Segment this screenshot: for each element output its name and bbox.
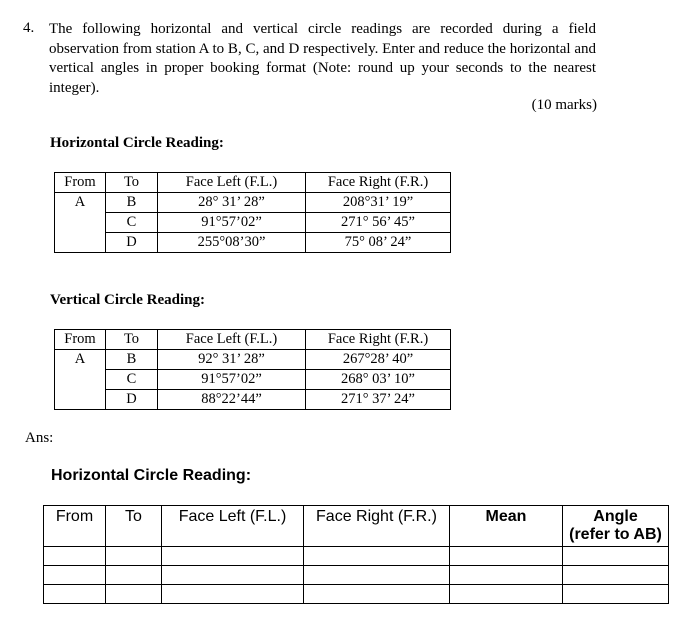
header-to: To [106,330,158,350]
empty-cell[interactable] [106,585,162,604]
cell-from [55,213,106,233]
header-from: From [55,173,106,193]
header-face-left: Face Left (F.L.) [158,330,306,350]
cell-face-right: 267°28’ 40” [306,350,451,370]
table-header-row [55,173,451,193]
table-row [55,390,451,410]
table-header-row [44,506,669,547]
empty-cell[interactable] [304,547,450,566]
table-row [55,193,451,213]
header-face-left: Face Left (F.L.) [158,173,306,193]
cell-from [55,390,106,410]
table-row [55,370,451,390]
header-face-left: Face Left (F.L.) [162,506,304,547]
empty-cell[interactable] [304,585,450,604]
table-row [55,350,451,370]
question-text: The following horizontal and vertical circle readings are recorded during a field observation from station A to B, C, and D respectively. Enter and reduce the horizontal and vertical angles in proper booking format (Note: round up your seconds to the nearest integer). [49,21,596,96]
cell-face-right: 208°31’ 19” [306,193,451,213]
cell-to: D [106,233,158,253]
cell-face-left: 91°57’02” [158,213,306,233]
empty-cell[interactable] [450,566,563,585]
header-to: To [106,506,162,547]
header-from: From [55,330,106,350]
cell-from: A [55,193,106,213]
cell-face-left: 91°57’02” [158,370,306,390]
empty-cell[interactable] [304,566,450,585]
cell-from [55,370,106,390]
cell-face-right: 271° 56’ 45” [306,213,451,233]
empty-cell[interactable] [44,547,106,566]
table-row [55,233,451,253]
cell-from [55,233,106,253]
vertical-section-title: Vertical Circle Reading: [50,292,205,308]
cell-face-left: 255°08’30” [158,233,306,253]
empty-cell[interactable] [563,566,669,585]
table-header-row [55,330,451,350]
empty-cell[interactable] [106,566,162,585]
cell-face-left: 88°22’44” [158,390,306,410]
header-to: To [106,173,158,193]
empty-cell[interactable] [450,585,563,604]
table-row [44,566,669,585]
cell-face-left: 28° 31’ 28” [158,193,306,213]
answer-section-title: Horizontal Circle Reading: [51,467,252,484]
header-angle [563,506,669,547]
table-row [55,213,451,233]
header-mean: Mean [450,506,563,547]
cell-face-right: 271° 37’ 24” [306,390,451,410]
empty-cell[interactable] [162,585,304,604]
cell-to: C [106,370,158,390]
cell-face-right: 268° 03’ 10” [306,370,451,390]
answer-label: Ans: [25,430,54,446]
table-row [44,547,669,566]
answer-table [43,505,669,604]
cell-to: D [106,390,158,410]
cell-to: B [106,193,158,213]
header-angle-line1: Angle [593,508,638,525]
marks-label: (10 marks) [531,97,597,113]
header-face-right: Face Right (F.R.) [306,330,451,350]
table-row [44,585,669,604]
cell-face-left: 92° 31’ 28” [158,350,306,370]
cell-from: A [55,350,106,370]
header-angle-line2: (refer to AB) [569,526,662,543]
header-face-right: Face Right (F.R.) [304,506,450,547]
empty-cell[interactable] [563,585,669,604]
cell-to: B [106,350,158,370]
empty-cell[interactable] [162,547,304,566]
cell-face-right: 75° 08’ 24” [306,233,451,253]
header-from: From [44,506,106,547]
empty-cell[interactable] [106,547,162,566]
cell-to: C [106,213,158,233]
empty-cell[interactable] [162,566,304,585]
empty-cell[interactable] [450,547,563,566]
vertical-reading-table [54,329,451,410]
horizontal-reading-table [54,172,451,253]
question-number: 4. [23,20,35,36]
empty-cell[interactable] [563,547,669,566]
empty-cell[interactable] [44,566,106,585]
header-face-right: Face Right (F.R.) [306,173,451,193]
horizontal-section-title: Horizontal Circle Reading: [50,135,224,151]
empty-cell[interactable] [44,585,106,604]
